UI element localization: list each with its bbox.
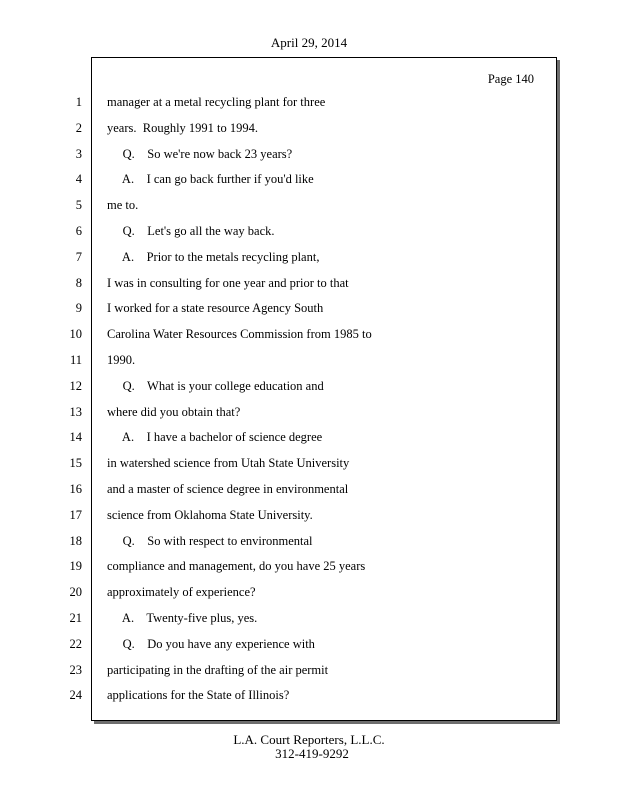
line-text: A. Twenty-five plus, yes. — [107, 611, 258, 625]
line-number: 16 — [69, 482, 82, 496]
line-text: me to. — [107, 198, 139, 212]
line-number: 6 — [75, 224, 82, 238]
line-number: 5 — [75, 198, 82, 212]
line-text: where did you obtain that? — [107, 405, 241, 419]
line-number: 8 — [75, 276, 82, 290]
line-number: 9 — [75, 301, 82, 315]
header-date: April 29, 2014 — [270, 35, 348, 50]
line-text: A. Prior to the metals recycling plant, — [107, 250, 320, 264]
line-text: applications for the State of Illinois? — [107, 688, 290, 702]
line-text: science from Oklahoma State University. — [107, 508, 313, 522]
line-text: Carolina Water Resources Commission from 1985 to — [107, 327, 372, 341]
line-text: manager at a metal recycling plant for three — [107, 95, 326, 109]
line-text: A. I have a bachelor of science degree — [107, 430, 323, 444]
line-text: 1990. — [107, 353, 136, 367]
line-text: A. I can go back further if you'd like — [107, 172, 314, 186]
line-text: Q. What is your college education and — [107, 379, 324, 393]
footer-phone: 312-419-9292 — [275, 746, 349, 761]
line-number: 18 — [69, 534, 82, 548]
line-number: 7 — [75, 250, 82, 264]
line-text: approximately of experience? — [107, 585, 256, 599]
line-text: Q. Do you have any experience with — [107, 637, 315, 651]
line-text: and a master of science degree in environmental — [107, 482, 349, 496]
line-number: 4 — [75, 172, 82, 186]
page-number: Page 140 — [487, 72, 534, 86]
line-text: compliance and management, do you have 25 years — [107, 559, 366, 573]
line-number: 19 — [69, 559, 82, 573]
line-number: 10 — [69, 327, 82, 341]
footer — [0, 733, 618, 761]
line-number: 15 — [69, 456, 82, 470]
line-number: 11 — [69, 353, 82, 367]
line-number: 17 — [69, 508, 82, 522]
line-number: 23 — [69, 663, 82, 677]
line-number: 1 — [75, 95, 82, 109]
line-text: I was in consulting for one year and prior to that — [107, 276, 349, 290]
line-text: I worked for a state resource Agency South — [107, 301, 324, 315]
line-text: participating in the drafting of the air permit — [107, 663, 329, 677]
line-number: 13 — [69, 405, 82, 419]
line-text: Q. So with respect to environmental — [107, 534, 313, 548]
line-number: 2 — [75, 121, 82, 135]
line-number: 20 — [69, 585, 82, 599]
footer-company: L.A. Court Reporters, L.L.C. — [233, 732, 385, 747]
line-number: 22 — [69, 637, 82, 651]
line-number: 12 — [69, 379, 82, 393]
line-number: 14 — [69, 430, 82, 444]
line-number: 24 — [69, 688, 82, 702]
line-number: 3 — [75, 147, 82, 161]
line-text: in watershed science from Utah State University — [107, 456, 350, 470]
line-text: Q. Let's go all the way back. — [107, 224, 275, 238]
line-text: Q. So we're now back 23 years? — [107, 147, 293, 161]
line-text: years. Roughly 1991 to 1994. — [107, 121, 259, 135]
line-number: 21 — [69, 611, 82, 625]
